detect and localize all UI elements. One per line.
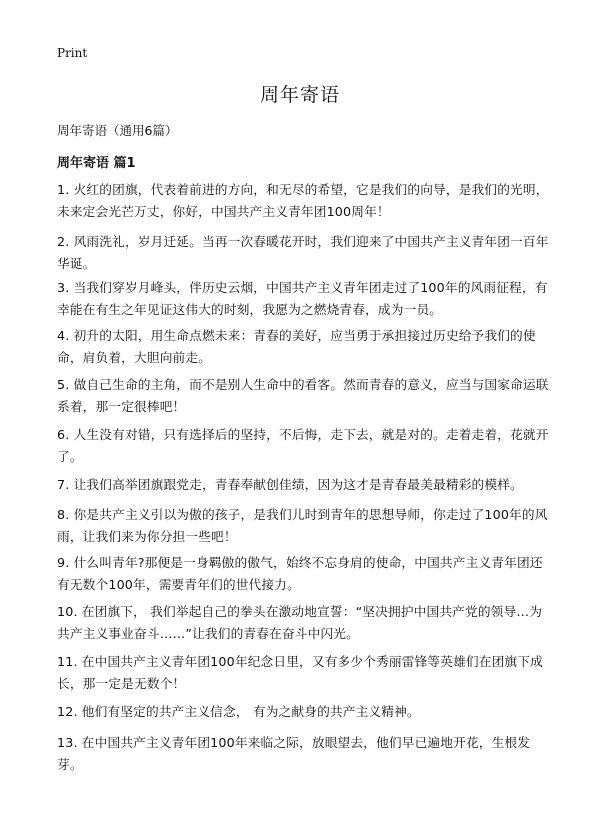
list-item: 5. 做自己生命的主角，而不是别人生命中的看客。然而青春的意义，应当与国家命运联系着，那一定很棒吧！: [57, 377, 549, 414]
section-heading: 周年寄语 篇1: [57, 156, 136, 171]
list-item: 8. 你是共产主义引以为傲的孩子，是我们儿时到青年的思想导师，你走过了100年的风雨，让我们来为你分担一些吧！: [57, 507, 548, 544]
list-item: 3. 当我们穿岁月峰头，伴历史云烟，中国共产主义青年团走过了100年的风雨征程，有幸能在有生之年见证这伟大的时刻，我愿为之燃烧青春，成为一员。: [57, 280, 548, 317]
list-item: 4. 初升的太阳，用生命点燃未来：青春的美好，应当勇于承担接过历史给予我们的使命，肩负着，大胆向前走。: [57, 328, 536, 365]
list-item: 11. 在中国共产主义青年团100年纪念日里，又有多少个秀丽雷锋等英雄们在团旗下成长，那一定是无数个！: [57, 654, 543, 691]
list-item: 13. 在中国共产主义青年团100年来临之际，放眼望去，他们早已遍地开花，生根发芽。: [57, 735, 531, 772]
list-item: 7. 让我们高举团旗跟党走，青春奉献创佳绩，因为这才是青春最美最精彩的模样。: [57, 477, 523, 492]
print-link[interactable]: Print: [57, 46, 88, 60]
page-title: 周年寄语: [259, 84, 340, 106]
list-item: 10. 在团旗下， 我们举起自己的拳头在激动地宣誓：“坚决拥护中国共产党的领导…为共产主义事业奋斗……”让我们的青春在奋斗中闪光。: [57, 604, 543, 641]
list-item: 2. 风雨洗礼，岁月迁延。当再一次春暖花开时，我们迎来了中国共产主义青年团一百年华诞。: [57, 234, 549, 271]
list-item: 12. 他们有坚定的共产主义信念， 有为之献身的共产主义精神。: [57, 704, 420, 719]
list-item: 6. 人生没有对错，只有选择后的坚持，不后悔，走下去，就是对的。走着走着，花就开了。: [57, 427, 549, 464]
list-item: 9. 什么叫青年?那便是一身羁傲的傲气，始终不忘身肩的使命，中国共产主义青年团还有无数个100年，需要青年们的世代接力。: [57, 555, 543, 592]
list-item: 1. 火红的团旗，代表着前进的方向，和无尽的希望，它是我们的向导，是我们的光明，未来定会光芒万丈，你好，中国共产主义青年团100周年！: [57, 182, 549, 219]
document-subtitle: 周年寄语（通用6篇）: [57, 123, 178, 138]
